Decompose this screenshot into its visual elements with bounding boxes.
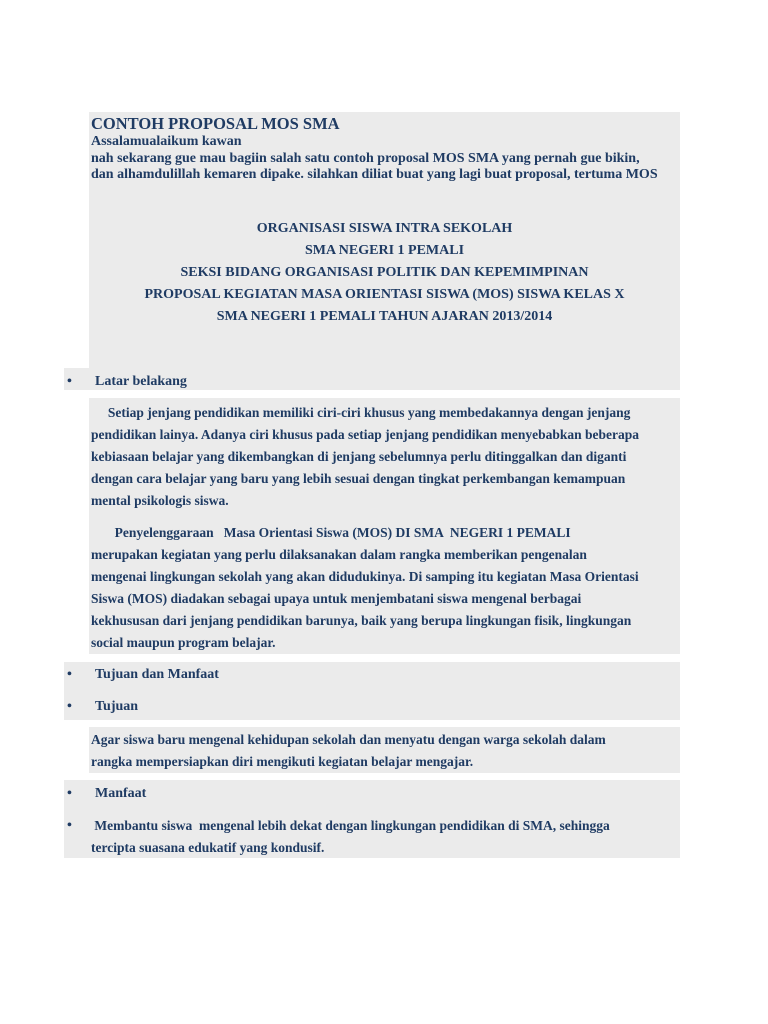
bullet-icon: • — [67, 786, 72, 801]
heading-line-2: SMA NEGERI 1 PEMALI — [304, 243, 465, 258]
p1-line-1: Setiap jenjang pendidikan memiliki ciri-ciri khusus yang membedakannya dengan jenjang — [91, 405, 631, 420]
bullet-icon: • — [67, 699, 72, 714]
manfaat-line-2: tercipta suasana edukatif yang kondusif. — [91, 840, 325, 855]
p2-line-4: Siswa (MOS) diadakan sebagai upaya untuk menjembatani siswa mengenal berbagai — [91, 591, 582, 606]
p2-line-2: merupakan kegiatan yang perlu dilaksanakan dalam rangka memberikan pengenalan — [91, 547, 587, 562]
greeting-text: Assalamualaikum kawan — [91, 134, 242, 149]
tujuan-line-2: rangka mempersiapkan diri mengikuti kegiatan belajar mengajar. — [91, 754, 474, 769]
bullet-icon: • — [67, 667, 72, 682]
bullet-icon: • — [67, 818, 72, 833]
manfaat-line-1: Membantu siswa mengenal lebih dekat dengan lingkungan pendidikan di SMA, sehingga — [91, 818, 610, 833]
document-title: CONTOH PROPOSAL MOS SMA — [91, 114, 340, 133]
p2-line-3: mengenai lingkungan sekolah yang akan didudukinya. Di samping itu kegiatan Masa Orientasi — [91, 569, 639, 584]
intro-line-2: dan alhamdulillah kemaren dipake. silahkan diliat buat yang lagi buat proposal, tertuma MOS — [91, 167, 658, 182]
heading-line-4: PROPOSAL KEGIATAN MASA ORIENTASI SISWA (MOS) SISWA KELAS X — [144, 287, 625, 302]
p2-line-1: Penyelenggaraan Masa Orientasi Siswa (MOS) DI SMA NEGERI 1 PEMALI — [91, 525, 571, 540]
section-tujuan-manfaat: Tujuan dan Manfaat — [95, 667, 219, 682]
p2-line-6: social maupun program belajar. — [91, 635, 276, 650]
p1-line-5: mental psikologis siswa. — [91, 493, 229, 508]
tujuan-line-1: Agar siswa baru mengenal kehidupan sekolah dan menyatu dengan warga sekolah dalam — [91, 732, 606, 747]
heading-line-5: SMA NEGERI 1 PEMALI TAHUN AJARAN 2013/2014 — [216, 309, 553, 324]
section-manfaat: Manfaat — [95, 786, 147, 801]
intro-line-1: nah sekarang gue mau bagiin salah satu contoh proposal MOS SMA yang pernah gue bikin, — [91, 151, 640, 166]
section-tujuan: Tujuan — [95, 699, 139, 714]
p1-line-3: kebiasaan belajar yang dikembangkan di jenjang sebelumnya perlu ditinggalkan dan diganti — [91, 449, 627, 464]
bullet-icon: • — [67, 374, 72, 389]
p1-line-2: pendidikan lainya. Adanya ciri khusus pada setiap jenjang pendidikan menyebabkan beberapa — [91, 427, 640, 442]
heading-line-3: SEKSI BIDANG ORGANISASI POLITIK DAN KEPEMIMPINAN — [180, 265, 589, 280]
p2-line-5: kekhususan dari jenjang pendidikan barunya, baik yang berupa lingkungan fisik, lingkungan — [91, 613, 632, 628]
section-latar-belakang: Latar belakang — [95, 374, 187, 389]
heading-line-1: ORGANISASI SISWA INTRA SEKOLAH — [256, 221, 513, 236]
p1-line-4: dengan cara belajar yang baru yang lebih sesuai dengan tingkat perkembangan kemampuan — [91, 471, 626, 486]
